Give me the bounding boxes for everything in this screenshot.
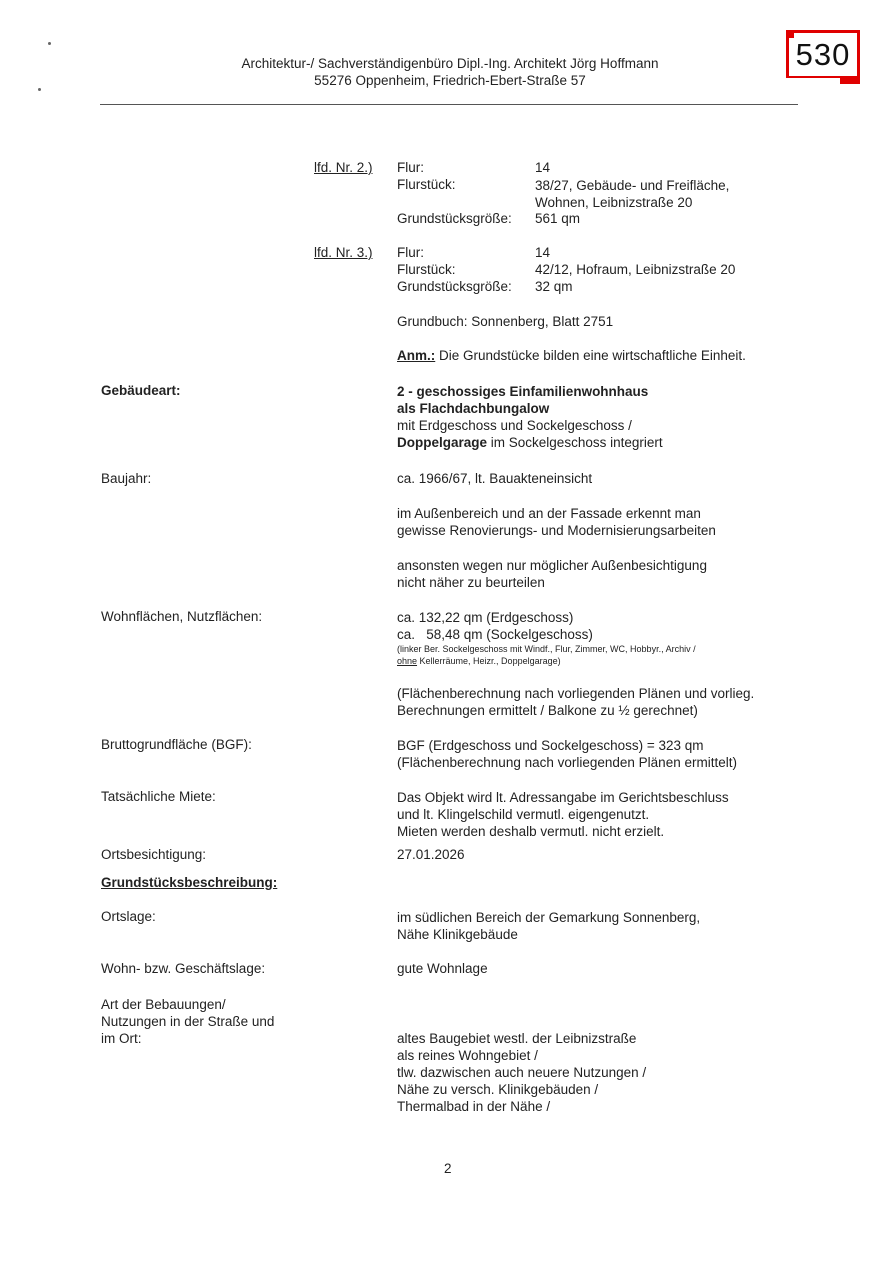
- bebauung-line: als reines Wohngebiet /: [397, 1048, 538, 1063]
- miete-label: Tatsächliche Miete:: [101, 789, 216, 804]
- anm-label: Anm.:: [397, 348, 436, 363]
- wohnflaeche-line: ca. 132,22 qm (Erdgeschoss): [397, 610, 574, 625]
- groesse-label: Grundstücksgröße:: [397, 279, 512, 294]
- groesse-value: 561 qm: [535, 211, 581, 226]
- bebauung-line: altes Baugebiet westl. der Leibnizstraße: [397, 1031, 637, 1046]
- anm-text: Die Grundstücke bilden eine wirtschaftliche Einheit.: [435, 348, 746, 363]
- doppelgarage-text: Doppelgarage: [397, 435, 488, 450]
- bgf-line: BGF (Erdgeschoss und Sockelgeschoss) = 323 qm: [397, 738, 704, 753]
- bgf-label: Bruttogrundfläche (BGF):: [101, 737, 252, 752]
- miete-value: [397, 789, 729, 840]
- ortslage-label: Ortslage:: [101, 909, 156, 924]
- baujahr-label: Baujahr:: [101, 471, 152, 486]
- bgf-line: (Flächenberechnung nach vorliegenden Plänen ermittelt): [397, 755, 737, 770]
- badge-tail: [840, 78, 860, 84]
- ortsbesichtigung-label: Ortsbesichtigung:: [101, 847, 207, 862]
- gebaeudeart-line: als Flachdachbungalow: [397, 401, 550, 416]
- scan-speck: [48, 42, 51, 45]
- page-marker-number: 530: [795, 37, 851, 72]
- flur-label: Flur:: [397, 160, 424, 175]
- baujahr-note-line: ansonsten wegen nur möglicher Außenbesichtigung: [397, 558, 707, 573]
- grundbuch-text: Grundbuch: Sonnenberg, Blatt 2751: [397, 314, 614, 329]
- flurstueck-value: [535, 177, 729, 211]
- gebaeudeart-line-rest: im Sockelgeschoss integriert: [487, 435, 663, 450]
- small-note-line: (linker Ber. Sockelgeschoss mit Windf., Flur, Zimmer, WC, Hobbyr., Archiv /: [397, 644, 696, 654]
- gebaeudeart-line: [397, 434, 663, 451]
- gebaeudeart-value: [397, 383, 663, 451]
- bebauung-label: [101, 996, 274, 1047]
- letterhead-line-1: Architektur-/ Sachverständigenbüro Dipl.-Ing. Architekt Jörg Hoffmann: [241, 56, 659, 71]
- section-heading: Grundstücksbeschreibung:: [101, 875, 278, 890]
- flurstueck-label: Flurstück:: [397, 177, 456, 192]
- flurstueck-line: 38/27, Gebäude- und Freifläche,: [535, 178, 730, 193]
- bebauung-line: tlw. dazwischen auch neuere Nutzungen /: [397, 1065, 647, 1080]
- parcel-label: lfd. Nr. 2.): [314, 160, 373, 175]
- wohnflaeche-line: ca. 58,48 qm (Sockelgeschoss): [397, 627, 593, 642]
- flur-value: 14: [535, 160, 551, 175]
- flurstueck-label: Flurstück:: [397, 262, 456, 277]
- wohnflaechen-value: [397, 609, 593, 643]
- ortsbesichtigung-date: 27.01.2026: [397, 847, 465, 862]
- wohnflaechen-label: Wohnflächen, Nutzflächen:: [101, 609, 263, 624]
- groesse-label: Grundstücksgröße:: [397, 211, 512, 226]
- miete-line: Mieten werden deshalb vermutl. nicht erzielt.: [397, 824, 665, 839]
- small-note-line: [397, 655, 696, 667]
- bebauung-value: [397, 1030, 646, 1115]
- page-number: 2: [444, 1161, 452, 1176]
- gebaeudeart-label: Gebäudeart:: [101, 383, 181, 398]
- wohnlage-label: Wohn- bzw. Geschäftslage:: [101, 961, 266, 976]
- small-note-rest: Kellerräume, Heizr., Doppelgarage): [417, 656, 561, 666]
- bebauung-line: Thermalbad in der Nähe /: [397, 1099, 551, 1114]
- wohnlage-value: gute Wohnlage: [397, 961, 488, 976]
- ortslage-value: [397, 909, 700, 943]
- bebauung-label-line: Art der Bebauungen/: [101, 997, 226, 1012]
- wohnflaechen-small-note: [397, 643, 696, 667]
- miete-line: Das Objekt wird lt. Adressangabe im Gerichtsbeschluss: [397, 790, 729, 805]
- letterhead-line-2: 55276 Oppenheim, Friedrich-Ebert-Straße 57: [314, 73, 586, 88]
- ortslage-line: Nähe Klinikgebäude: [397, 927, 518, 942]
- wohnflaechen-note-line: Berechnungen ermittelt / Balkone zu ½ gerechnet): [397, 703, 698, 718]
- bebauung-line: Nähe zu versch. Klinikgebäuden /: [397, 1082, 599, 1097]
- letterhead: [150, 55, 750, 89]
- wohnflaechen-note-line: (Flächenberechnung nach vorliegenden Plänen und vorlieg.: [397, 686, 755, 701]
- baujahr-note-line: gewisse Renovierungs- und Modernisierungsarbeiten: [397, 523, 716, 538]
- bebauung-label-line: Nutzungen in der Straße und: [101, 1014, 275, 1029]
- wohnflaechen-note: [397, 685, 754, 719]
- baujahr-note-line: nicht näher zu beurteilen: [397, 575, 545, 590]
- bgf-value: [397, 737, 737, 771]
- ortslage-line: im südlichen Bereich der Gemarkung Sonnenberg,: [397, 910, 701, 925]
- anm-note: [397, 348, 746, 363]
- groesse-value: 32 qm: [535, 279, 573, 294]
- bebauung-label-line: im Ort:: [101, 1031, 142, 1046]
- ohne-text: ohne: [397, 656, 418, 666]
- parcel-label: lfd. Nr. 3.): [314, 245, 373, 260]
- flurstueck-value: 42/12, Hofraum, Leibnizstraße 20: [535, 262, 736, 277]
- baujahr-value: ca. 1966/67, lt. Bauakteneinsicht: [397, 471, 593, 486]
- baujahr-note: [397, 557, 707, 591]
- gebaeudeart-line: mit Erdgeschoss und Sockelgeschoss /: [397, 418, 632, 433]
- flur-value: 14: [535, 245, 551, 260]
- flurstueck-line: Wohnen, Leibnizstraße 20: [535, 195, 693, 210]
- baujahr-note-line: im Außenbereich und an der Fassade erkennt man: [397, 506, 701, 521]
- flur-label: Flur:: [397, 245, 424, 260]
- scan-speck: [38, 88, 41, 91]
- baujahr-note: [397, 505, 716, 539]
- gebaeudeart-line: 2 - geschossiges Einfamilienwohnhaus: [397, 384, 649, 399]
- page-marker-badge: [786, 30, 860, 78]
- header-rule: [100, 104, 798, 105]
- miete-line: und lt. Klingelschild vermutl. eigengenutzt.: [397, 807, 650, 822]
